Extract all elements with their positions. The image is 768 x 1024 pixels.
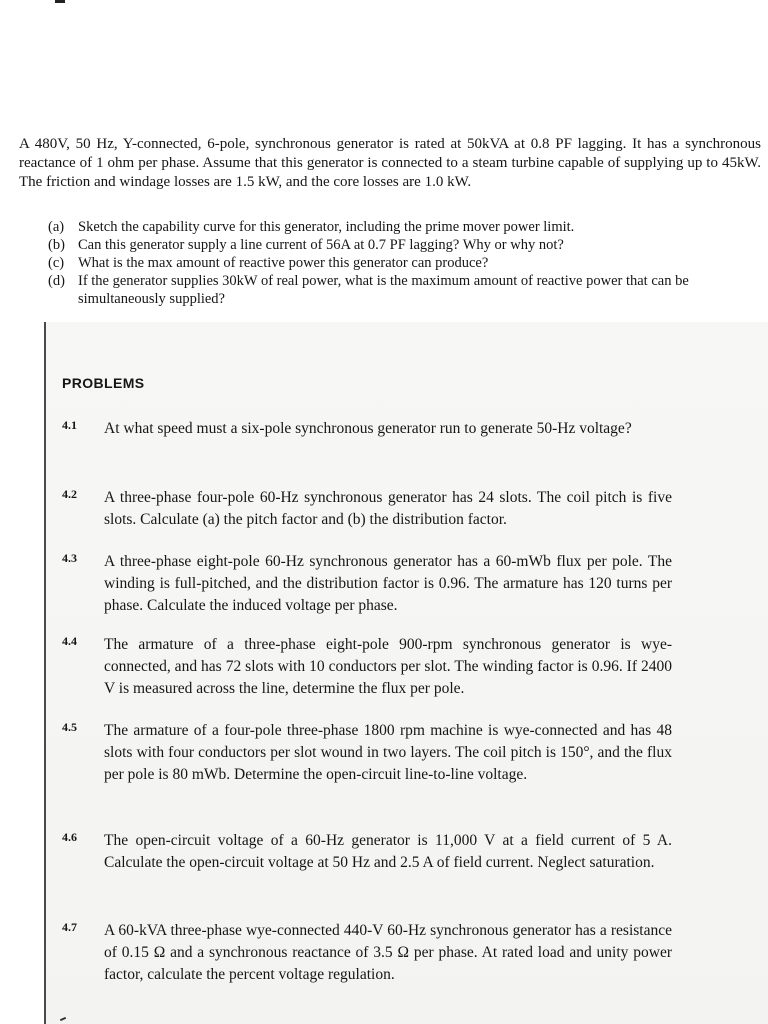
problem-number: 4.6 <box>62 830 77 844</box>
problem-number: 4.5 <box>62 720 77 734</box>
subpart-text: Can this generator supply a line current of 56A at 0.7 PF lagging? Why or why not? <box>78 237 564 253</box>
subpart-tag: (a) <box>48 219 65 235</box>
subpart-text: What is the max amount of reactive power this generator can produce? <box>78 255 489 271</box>
subpart-tag: (d) <box>48 273 65 289</box>
scan-corner-mark <box>55 0 65 3</box>
problem-text: The armature of a three-phase eight-pole 900-rpm synchronous generator is wye-connected, and has 72 slots with 10 conductors per slot. The winding factor is 0.96. If 2400 V is measured across the line, determine the flux per pole. <box>104 636 672 697</box>
problem-text: At what speed must a six-pole synchronous generator run to generate 50-Hz voltage? <box>104 420 632 437</box>
subpart-tag: (b) <box>48 237 65 253</box>
subpart-tag: (c) <box>48 255 65 271</box>
problem-text: A 60-kVA three-phase wye-connected 440-V 60-Hz synchronous generator has a resistance of 0.15 Ω and a synchronous reactance of 3.5 Ω per phase. At rated load and unity power factor, calculate the percent voltage regulation. <box>104 922 672 983</box>
subpart-item <box>48 272 753 308</box>
problems-heading: PROBLEMS <box>62 375 145 391</box>
problem-text: The armature of a four-pole three-phase 1800 rpm machine is wye-connected and has 48 slots with four conductors per slot wound in two layers. The coil pitch is 150°, and the flux per pole is 80 mWb. Determine the open-circuit line-to-line voltage. <box>104 722 672 783</box>
subpart-text: If the generator supplies 30kW of real power, what is the maximum amount of reactive power that can be simultaneously supplied? <box>78 273 689 307</box>
problem-text: A three-phase four-pole 60-Hz synchronous generator has 24 slots. The coil pitch is five slots. Calculate (a) the pitch factor and (b) the distribution factor. <box>104 489 672 528</box>
problem-statement: A 480V, 50 Hz, Y-connected, 6-pole, synchronous generator is rated at 50kVA at 0.8 PF lagging. It has a synchronous reactance of 1 ohm per phase. Assume that this generator is connected to a steam turbine capable of supplying up to 45kW. The friction and windage losses are 1.5 kW, and the core losses are 1.0 kW. <box>19 136 761 190</box>
problem-text: The open-circuit voltage of a 60-Hz generator is 11,000 V at a field current of 5 A. Calculate the open-circuit voltage at 50 Hz and 2.5 A of field current. Neglect saturation. <box>104 832 672 871</box>
problem-number: 4.1 <box>62 418 77 432</box>
page-edge-rule <box>44 322 46 1024</box>
problem-number: 4.2 <box>62 487 77 501</box>
problem-number: 4.7 <box>62 920 77 934</box>
subpart-list <box>48 218 753 308</box>
problem-text: A three-phase eight-pole 60-Hz synchronous generator has a 60-mWb flux per pole. The winding is full-pitched, and the distribution factor is 0.96. The armature has 120 turns per phase. Calculate the induced voltage per phase. <box>104 553 672 614</box>
subpart-item <box>48 236 753 254</box>
subpart-item <box>48 218 753 236</box>
subpart-item <box>48 254 753 272</box>
subpart-text: Sketch the capability curve for this generator, including the prime mover power limit. <box>78 219 575 235</box>
problem-number: 4.4 <box>62 634 77 648</box>
problem-number: 4.3 <box>62 551 77 565</box>
